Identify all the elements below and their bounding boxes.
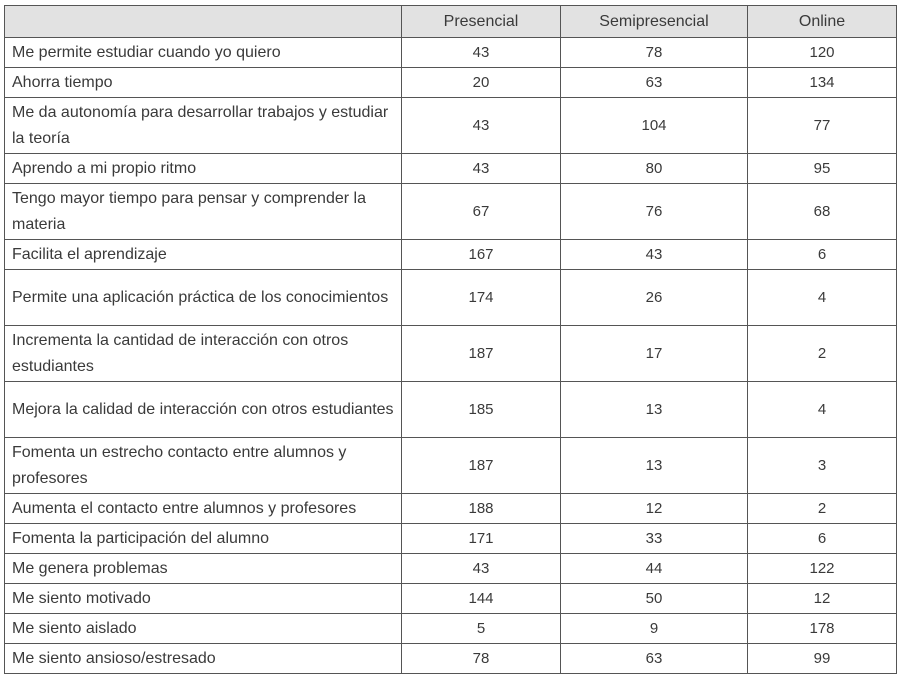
table-row [5,38,897,68]
table-row [5,68,897,98]
row-label: Facilita el aprendizaje [5,240,402,270]
value-cell-online: 99 [748,644,897,674]
value-cell-online: 12 [748,584,897,614]
table-row [5,184,897,240]
header-cell-presencial: Presencial [402,6,561,38]
table-row [5,98,897,154]
table-row [5,270,897,326]
value-cell-presencial: 5 [402,614,561,644]
table-body [5,38,897,674]
row-label: Me siento motivado [5,584,402,614]
value-cell-semipresencial: 76 [561,184,748,240]
row-label: Ahorra tiempo [5,68,402,98]
table-row [5,154,897,184]
table-row [5,614,897,644]
value-cell-semipresencial: 33 [561,524,748,554]
table-row [5,326,897,382]
value-cell-presencial: 43 [402,38,561,68]
row-label: Fomenta la participación del alumno [5,524,402,554]
value-cell-semipresencial: 26 [561,270,748,326]
value-cell-semipresencial: 80 [561,154,748,184]
header-cell-online: Online [748,6,897,38]
value-cell-semipresencial: 13 [561,438,748,494]
table-row [5,524,897,554]
table-row [5,240,897,270]
row-label: Permite una aplicación práctica de los conocimientos [5,270,402,326]
value-cell-presencial: 43 [402,554,561,584]
table-row [5,382,897,438]
value-cell-online: 77 [748,98,897,154]
row-label: Mejora la calidad de interacción con otros estudiantes [5,382,402,438]
value-cell-semipresencial: 13 [561,382,748,438]
value-cell-presencial: 171 [402,524,561,554]
value-cell-online: 4 [748,382,897,438]
value-cell-presencial: 188 [402,494,561,524]
row-label: Tengo mayor tiempo para pensar y comprender la materia [5,184,402,240]
value-cell-presencial: 67 [402,184,561,240]
value-cell-online: 178 [748,614,897,644]
row-label: Incrementa la cantidad de interacción con otros estudiantes [5,326,402,382]
value-cell-presencial: 187 [402,438,561,494]
header-cell-semipresencial: Semipresencial [561,6,748,38]
value-cell-presencial: 174 [402,270,561,326]
value-cell-semipresencial: 44 [561,554,748,584]
value-cell-semipresencial: 43 [561,240,748,270]
value-cell-online: 2 [748,326,897,382]
value-cell-presencial: 43 [402,154,561,184]
value-cell-online: 95 [748,154,897,184]
table-row [5,554,897,584]
header-cell-corner [5,6,402,38]
value-cell-presencial: 185 [402,382,561,438]
value-cell-online: 6 [748,240,897,270]
value-cell-semipresencial: 78 [561,38,748,68]
value-cell-semipresencial: 63 [561,68,748,98]
header-row [5,6,897,38]
row-label: Fomenta un estrecho contacto entre alumnos y profesores [5,438,402,494]
value-cell-presencial: 144 [402,584,561,614]
value-cell-online: 6 [748,524,897,554]
value-cell-presencial: 43 [402,98,561,154]
row-label: Me siento ansioso/estresado [5,644,402,674]
table-row [5,644,897,674]
value-cell-online: 68 [748,184,897,240]
value-cell-presencial: 187 [402,326,561,382]
value-cell-online: 120 [748,38,897,68]
value-cell-online: 2 [748,494,897,524]
value-cell-online: 4 [748,270,897,326]
value-cell-semipresencial: 17 [561,326,748,382]
row-label: Me genera problemas [5,554,402,584]
table-row [5,584,897,614]
value-cell-semipresencial: 63 [561,644,748,674]
value-cell-presencial: 167 [402,240,561,270]
row-label: Aprendo a mi propio ritmo [5,154,402,184]
value-cell-semipresencial: 12 [561,494,748,524]
table-row [5,494,897,524]
row-label: Aumenta el contacto entre alumnos y profesores [5,494,402,524]
row-label: Me da autonomía para desarrollar trabajos y estudiar la teoría [5,98,402,154]
table-row [5,438,897,494]
value-cell-presencial: 78 [402,644,561,674]
data-table-container [4,5,896,674]
value-cell-semipresencial: 9 [561,614,748,644]
row-label: Me permite estudiar cuando yo quiero [5,38,402,68]
value-cell-semipresencial: 104 [561,98,748,154]
row-label: Me siento aislado [5,614,402,644]
value-cell-semipresencial: 50 [561,584,748,614]
value-cell-presencial: 20 [402,68,561,98]
value-cell-online: 122 [748,554,897,584]
value-cell-online: 134 [748,68,897,98]
data-table [4,5,897,674]
value-cell-online: 3 [748,438,897,494]
table-header [5,6,897,38]
